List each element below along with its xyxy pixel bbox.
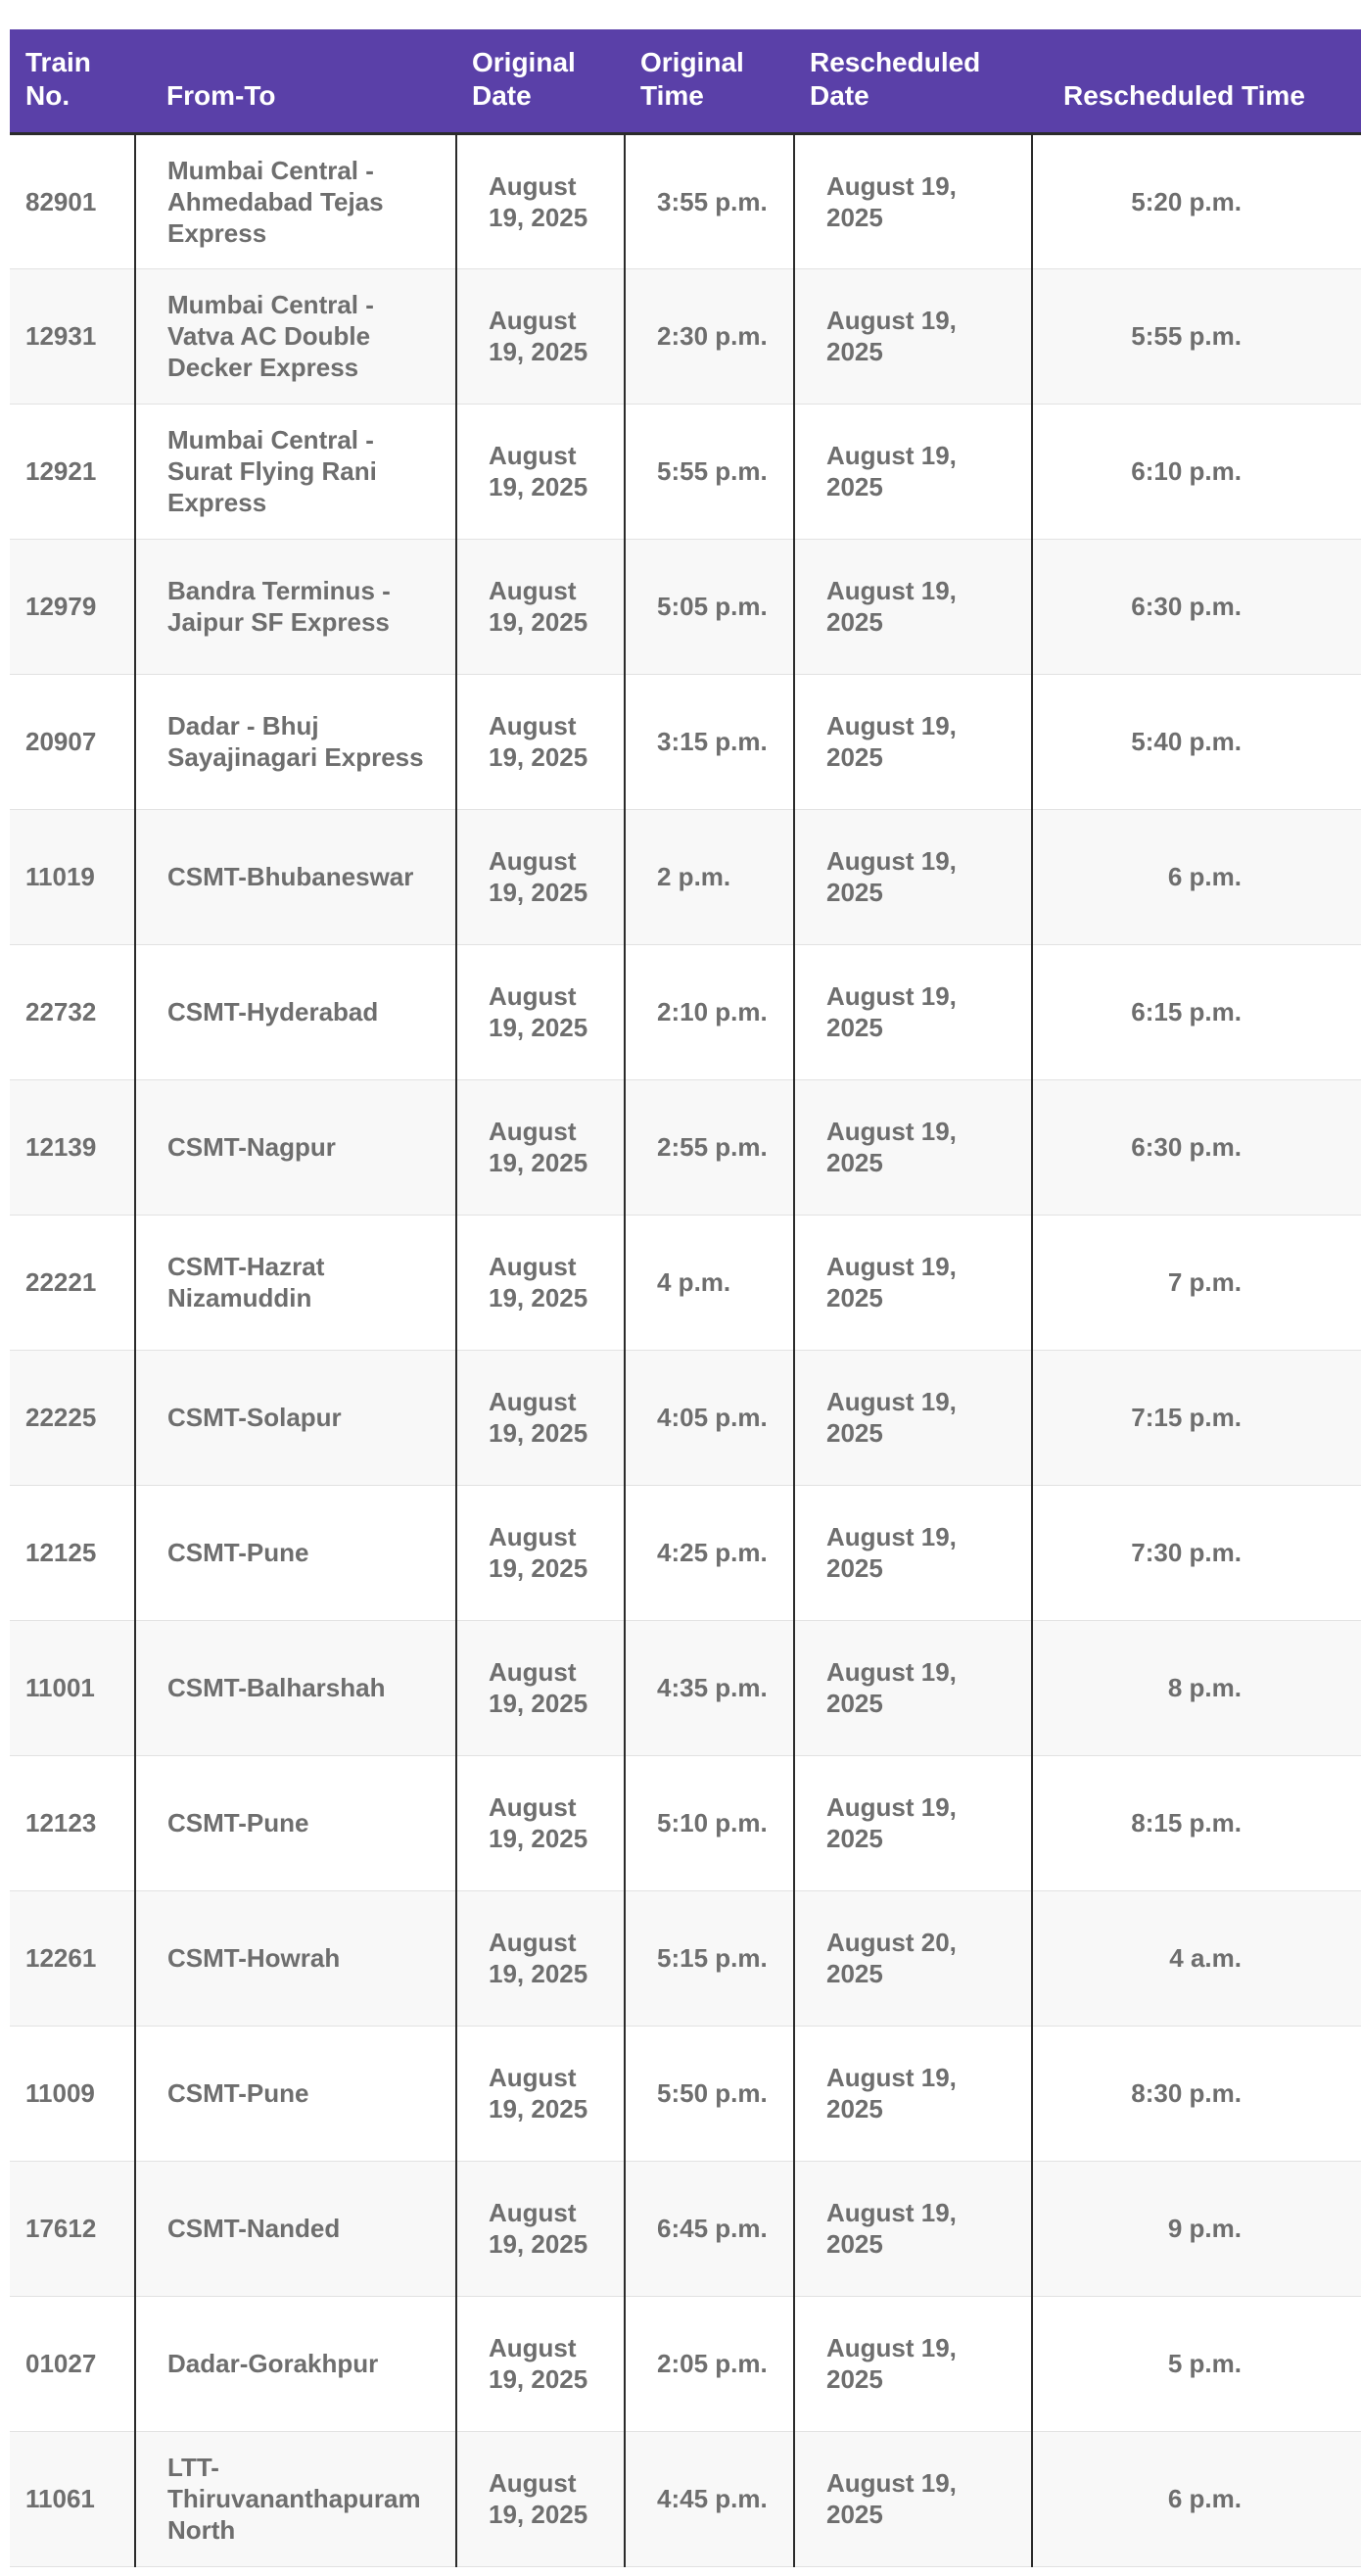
cell-original-time: 2:05 p.m. — [625, 2296, 794, 2431]
cell-rescheduled-date: August 19, 2025 — [794, 133, 1032, 268]
cell-train-no: 12931 — [10, 268, 135, 404]
cell-rescheduled-date: August 19, 2025 — [794, 809, 1032, 944]
cell-original-time: 4:45 p.m. — [625, 2431, 794, 2566]
cell-original-time: 2 p.m. — [625, 809, 794, 944]
cell-original-time: 2:55 p.m. — [625, 1079, 794, 1215]
table-row — [10, 1079, 1361, 1215]
cell-original-time: 4:05 p.m. — [625, 1350, 794, 1485]
cell-rescheduled-time: 4 a.m. — [1032, 1890, 1361, 2026]
cell-from-to: Dadar - Bhuj Sayajinagari Express — [135, 674, 456, 809]
cell-train-no: 17612 — [10, 2161, 135, 2296]
cell-original-date: August 19, 2025 — [456, 2431, 625, 2566]
cell-rescheduled-time: 6 p.m. — [1032, 2431, 1361, 2566]
table-row — [10, 1485, 1361, 1620]
cell-rescheduled-time: 6:30 p.m. — [1032, 1079, 1361, 1215]
cell-rescheduled-time: 5 p.m. — [1032, 2296, 1361, 2431]
cell-train-no: 22732 — [10, 944, 135, 1079]
table-row — [10, 1890, 1361, 2026]
cell-original-date: August 19, 2025 — [456, 809, 625, 944]
table-row — [10, 674, 1361, 809]
cell-rescheduled-date: August 19, 2025 — [794, 2161, 1032, 2296]
cell-train-no: 11061 — [10, 2431, 135, 2566]
cell-from-to: CSMT-Solapur — [135, 1350, 456, 1485]
cell-train-no: 11001 — [10, 1620, 135, 1755]
cell-original-time: 5:55 p.m. — [625, 404, 794, 539]
cell-rescheduled-time: 5:55 p.m. — [1032, 268, 1361, 404]
cell-original-time: 6:45 p.m. — [625, 2161, 794, 2296]
cell-train-no: 22221 — [10, 1215, 135, 1350]
cell-original-time: 5:50 p.m. — [625, 2026, 794, 2161]
cell-original-date: August 19, 2025 — [456, 404, 625, 539]
cell-rescheduled-time: 5:40 p.m. — [1032, 674, 1361, 809]
cell-rescheduled-date: August 19, 2025 — [794, 2431, 1032, 2566]
cell-from-to: CSMT-Nagpur — [135, 1079, 456, 1215]
header-train-no: Train No. — [10, 29, 135, 133]
cell-rescheduled-time: 8:30 p.m. — [1032, 2026, 1361, 2161]
cell-original-time: 2:30 p.m. — [625, 268, 794, 404]
cell-train-no: 11009 — [10, 2026, 135, 2161]
cell-rescheduled-date: August 20, 2025 — [794, 1890, 1032, 2026]
cell-original-date: August 19, 2025 — [456, 2161, 625, 2296]
cell-rescheduled-date: August 19, 2025 — [794, 674, 1032, 809]
cell-from-to: Dadar-Gorakhpur — [135, 2296, 456, 2431]
cell-from-to: CSMT-Pune — [135, 1485, 456, 1620]
header-rescheduled-date: Rescheduled Date — [794, 29, 1032, 133]
cell-original-date: August 19, 2025 — [456, 133, 625, 268]
cell-rescheduled-time: 9 p.m. — [1032, 2161, 1361, 2296]
cell-original-date: August 19, 2025 — [456, 2026, 625, 2161]
table-row — [10, 2026, 1361, 2161]
cell-from-to: CSMT-Hazrat Nizamuddin — [135, 1215, 456, 1350]
cell-original-time: 3:15 p.m. — [625, 674, 794, 809]
cell-original-time: 3:55 p.m. — [625, 133, 794, 268]
cell-rescheduled-time: 5:20 p.m. — [1032, 133, 1361, 268]
cell-from-to: Mumbai Central - Vatva AC Double Decker Express — [135, 268, 456, 404]
cell-rescheduled-date: August 19, 2025 — [794, 1755, 1032, 1890]
cell-original-date: August 19, 2025 — [456, 1755, 625, 1890]
train-reschedule-table — [10, 29, 1361, 2567]
cell-original-date: August 19, 2025 — [456, 674, 625, 809]
cell-rescheduled-time: 6 p.m. — [1032, 809, 1361, 944]
cell-original-time: 5:10 p.m. — [625, 1755, 794, 1890]
cell-rescheduled-time: 7:15 p.m. — [1032, 1350, 1361, 1485]
cell-from-to: CSMT-Bhubaneswar — [135, 809, 456, 944]
table-row — [10, 1350, 1361, 1485]
table-row — [10, 1620, 1361, 1755]
header-row — [10, 29, 1361, 133]
cell-rescheduled-date: August 19, 2025 — [794, 944, 1032, 1079]
cell-train-no: 20907 — [10, 674, 135, 809]
cell-rescheduled-time: 8:15 p.m. — [1032, 1755, 1361, 1890]
cell-rescheduled-date: August 19, 2025 — [794, 268, 1032, 404]
cell-original-time: 5:15 p.m. — [625, 1890, 794, 2026]
cell-original-date: August 19, 2025 — [456, 1215, 625, 1350]
table-row — [10, 2431, 1361, 2566]
cell-rescheduled-time: 8 p.m. — [1032, 1620, 1361, 1755]
cell-original-date: August 19, 2025 — [456, 944, 625, 1079]
table-row — [10, 944, 1361, 1079]
cell-from-to: CSMT-Pune — [135, 1755, 456, 1890]
header-from-to: From-To — [135, 29, 456, 133]
cell-original-date: August 19, 2025 — [456, 1485, 625, 1620]
cell-original-time: 2:10 p.m. — [625, 944, 794, 1079]
cell-rescheduled-date: August 19, 2025 — [794, 1350, 1032, 1485]
cell-from-to: CSMT-Howrah — [135, 1890, 456, 2026]
cell-original-date: August 19, 2025 — [456, 1620, 625, 1755]
table-body — [10, 133, 1361, 2566]
cell-rescheduled-time: 6:15 p.m. — [1032, 944, 1361, 1079]
table-row — [10, 1755, 1361, 1890]
cell-train-no: 82901 — [10, 133, 135, 268]
cell-from-to: CSMT-Nanded — [135, 2161, 456, 2296]
table-row — [10, 1215, 1361, 1350]
cell-rescheduled-date: August 19, 2025 — [794, 2026, 1032, 2161]
cell-rescheduled-date: August 19, 2025 — [794, 1620, 1032, 1755]
table-row — [10, 809, 1361, 944]
cell-rescheduled-date: August 19, 2025 — [794, 2296, 1032, 2431]
cell-train-no: 01027 — [10, 2296, 135, 2431]
cell-original-date: August 19, 2025 — [456, 1350, 625, 1485]
cell-train-no: 12921 — [10, 404, 135, 539]
header-rescheduled-time: Rescheduled Time — [1032, 29, 1361, 133]
cell-rescheduled-date: August 19, 2025 — [794, 1215, 1032, 1350]
cell-from-to: CSMT-Pune — [135, 2026, 456, 2161]
table-row — [10, 404, 1361, 539]
cell-from-to: Mumbai Central - Ahmedabad Tejas Express — [135, 133, 456, 268]
cell-from-to: LTT-Thiruvananthapuram North — [135, 2431, 456, 2566]
cell-rescheduled-time: 6:10 p.m. — [1032, 404, 1361, 539]
cell-original-date: August 19, 2025 — [456, 2296, 625, 2431]
cell-rescheduled-time: 7:30 p.m. — [1032, 1485, 1361, 1620]
cell-rescheduled-date: August 19, 2025 — [794, 1485, 1032, 1620]
cell-original-date: August 19, 2025 — [456, 268, 625, 404]
cell-train-no: 12139 — [10, 1079, 135, 1215]
cell-rescheduled-date: August 19, 2025 — [794, 1079, 1032, 1215]
cell-original-time: 4:25 p.m. — [625, 1485, 794, 1620]
table-row — [10, 2296, 1361, 2431]
cell-train-no: 12261 — [10, 1890, 135, 2026]
cell-rescheduled-time: 7 p.m. — [1032, 1215, 1361, 1350]
cell-train-no: 12125 — [10, 1485, 135, 1620]
cell-original-date: August 19, 2025 — [456, 1890, 625, 2026]
cell-original-time: 4:35 p.m. — [625, 1620, 794, 1755]
table-row — [10, 539, 1361, 674]
cell-from-to: Bandra Terminus - Jaipur SF Express — [135, 539, 456, 674]
table-header — [10, 29, 1361, 133]
cell-original-time: 4 p.m. — [625, 1215, 794, 1350]
table-row — [10, 2161, 1361, 2296]
cell-from-to: CSMT-Hyderabad — [135, 944, 456, 1079]
cell-rescheduled-date: August 19, 2025 — [794, 404, 1032, 539]
cell-rescheduled-time: 6:30 p.m. — [1032, 539, 1361, 674]
cell-train-no: 12979 — [10, 539, 135, 674]
cell-from-to: CSMT-Balharshah — [135, 1620, 456, 1755]
table-row — [10, 268, 1361, 404]
cell-original-time: 5:05 p.m. — [625, 539, 794, 674]
cell-rescheduled-date: August 19, 2025 — [794, 539, 1032, 674]
cell-original-date: August 19, 2025 — [456, 539, 625, 674]
header-original-time: Original Time — [625, 29, 794, 133]
cell-train-no: 11019 — [10, 809, 135, 944]
cell-train-no: 12123 — [10, 1755, 135, 1890]
table-row — [10, 133, 1361, 268]
header-original-date: Original Date — [456, 29, 625, 133]
cell-train-no: 22225 — [10, 1350, 135, 1485]
cell-from-to: Mumbai Central - Surat Flying Rani Express — [135, 404, 456, 539]
cell-original-date: August 19, 2025 — [456, 1079, 625, 1215]
